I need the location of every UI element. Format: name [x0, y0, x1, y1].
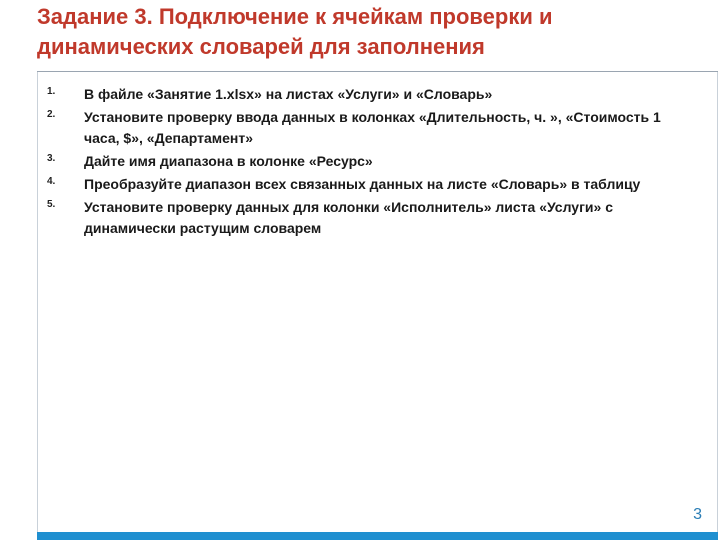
- task-text: Дайте имя диапазона в колонке «Ресурс»: [84, 153, 373, 169]
- task-text: Установите проверку ввода данных в колонках «Длительность, ч. », «Стоимость 1 часа, $», «Департамент»: [84, 109, 661, 146]
- task-item-3: [40, 151, 700, 172]
- task-item-5: [40, 197, 700, 239]
- task-number: 4.: [47, 176, 56, 187]
- slide-title-line-2: динамических словарей для заполнения: [37, 34, 485, 59]
- task-number: 5.: [47, 199, 56, 210]
- title-divider: [37, 71, 718, 72]
- task-item-1: [40, 84, 700, 105]
- slide-title: [37, 2, 707, 70]
- task-text: Преобразуйте диапазон всех связанных данных на листе «Словарь» в таблицу: [84, 176, 641, 192]
- task-item-4: [40, 174, 700, 195]
- task-item-2: [40, 107, 700, 149]
- task-text: В файле «Занятие 1.xlsx» на листах «Услуги» и «Словарь»: [84, 86, 493, 102]
- bottom-accent-bar: [37, 532, 718, 540]
- task-number: 1.: [47, 86, 56, 97]
- page-number: 3: [693, 506, 702, 523]
- task-number: 2.: [47, 109, 56, 120]
- slide-title-line-1: Задание 3. Подключение к ячейкам проверки и: [37, 4, 553, 29]
- task-list: [40, 84, 700, 241]
- task-number: 3.: [47, 153, 56, 164]
- task-text: Установите проверку данных для колонки «Исполнитель» листа «Услуги» с динамически растущим словарем: [84, 199, 613, 236]
